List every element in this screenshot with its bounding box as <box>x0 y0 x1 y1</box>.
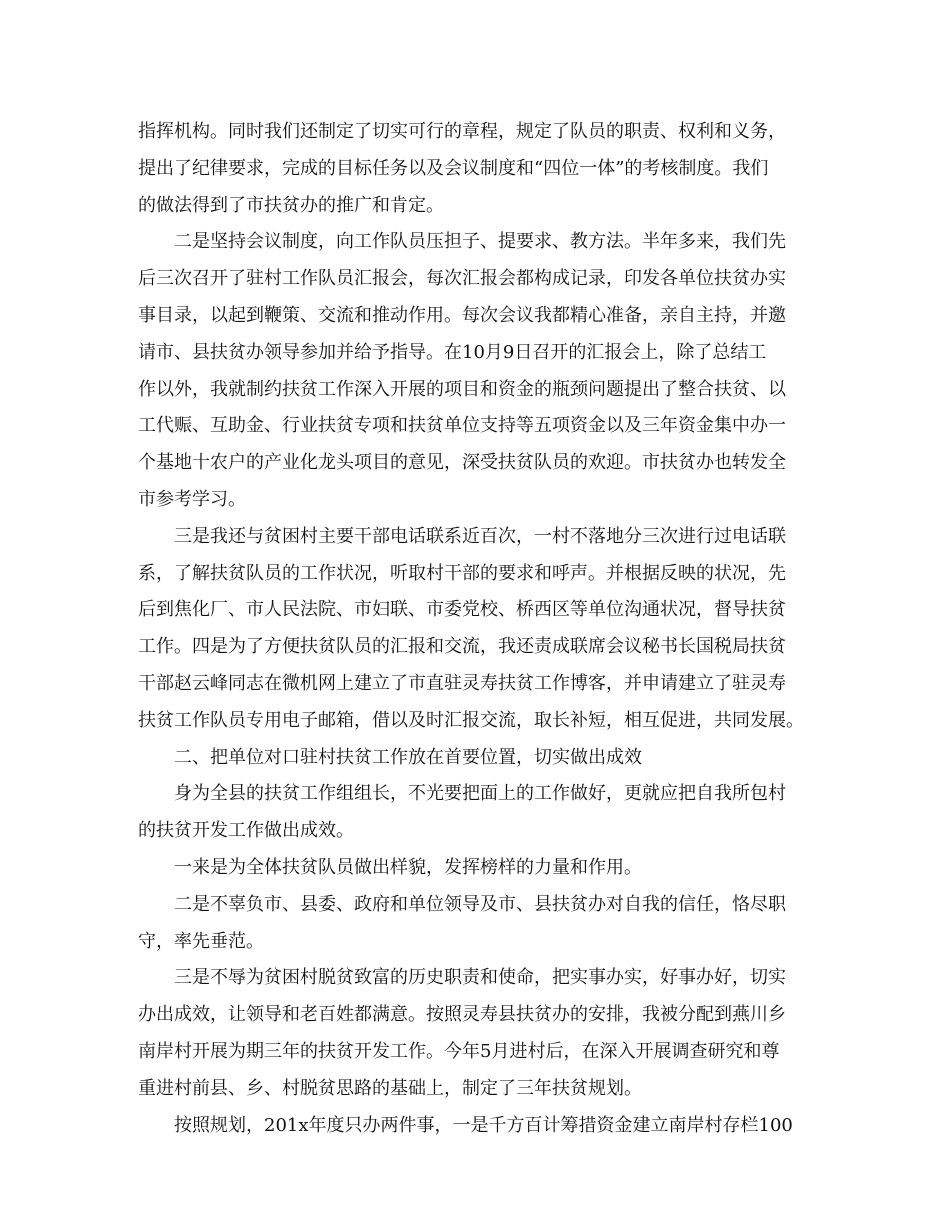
text-line: 的扶贫开发工作做出成效。 <box>138 820 354 842</box>
text-line: 工作。四是为了方便扶贫队员的汇报和交流，我还责成联席会议秘书长国税局扶贫 <box>138 636 786 658</box>
text-line: 事目录，以起到鞭策、交流和推动作用。每次会议我都精心准备，亲自主持，并邀 <box>138 304 786 326</box>
text-line: 南岸村开展为期三年的扶贫开发工作。今年5月进村后，在深入开展调查研究和尊 <box>138 1040 780 1062</box>
paragraph-start-line: 一来是为全体扶贫队员做出样貌，发挥榜样的力量和作用。 <box>174 856 642 878</box>
text-line: 干部赵云峰同志在微机网上建立了市直驻灵寿扶贫工作博客，并申请建立了驻灵寿 <box>138 672 786 694</box>
text-line: 守，率先垂范。 <box>138 930 264 952</box>
text-line: 的做法得到了市扶贫办的推广和肯定。 <box>138 194 444 216</box>
text-line: 后三次召开了驻村工作队员汇报会，每次汇报会都构成记录，印发各单位扶贫办实 <box>138 268 786 290</box>
text-line: 重进村前县、乡、村脱贫思路的基础上，制定了三年扶贫规划。 <box>138 1077 642 1099</box>
paragraph-start-line: 二是坚持会议制度，向工作队员压担子、提要求、教方法。半年多来，我们先 <box>174 231 786 253</box>
text-line: 请市、县扶贫办领导参加并给予指导。在10月9日召开的汇报会上，除了总结工 <box>138 341 767 363</box>
paragraph-start-line: 按照规划，201x年度只办两件事，一是千方百计筹措资金建立南岸村存栏100 <box>174 1114 793 1136</box>
paragraph-start-line: 三是不辱为贫困村脱贫致富的历史职责和使命，把实事办实，好事办好，切实 <box>174 967 786 989</box>
paragraph-start-line: 身为全县的扶贫工作组组长，不光要把面上的工作做好，更就应把自我所包村 <box>174 783 786 805</box>
text-line: 指挥机构。同时我们还制定了切实可行的章程，规定了队员的职责、权利和义务， <box>138 121 786 142</box>
text-line: 扶贫工作队员专用电子邮箱，借以及时汇报交流，取长补短，相互促进，共同发展。 <box>138 709 804 731</box>
paragraph-start-line: 三是我还与贫困村主要干部电话联系近百次，一村不落地分三次进行过电话联 <box>174 525 786 547</box>
document-body <box>138 114 818 1144</box>
text-line: 市参考学习。 <box>138 488 246 510</box>
text-line: 工代赈、互助金、行业扶贫专项和扶贫单位支持等五项资金以及三年资金集中办一 <box>138 415 786 437</box>
text-line: 提出了纪律要求，完成的目标任务以及会议制度和“四位一体”的考核制度。我们 <box>138 157 769 179</box>
text-line: 个基地十农户的产业化龙头项目的意见，深受扶贫队员的欢迎。市扶贫办也转发全 <box>138 452 786 474</box>
text-line: 后到焦化厂、市人民法院、市妇联、市委党校、桥西区等单位沟通状况，督导扶贫 <box>138 599 786 621</box>
text-line: 办出成效，让领导和老百姓都满意。按照灵寿县扶贫办的安排，我被分配到燕川乡 <box>138 1004 786 1026</box>
section-heading: 二、把单位对口驻村扶贫工作放在首要位置，切实做出成效 <box>174 746 642 768</box>
paragraph-start-line: 二是不辜负市、县委、政府和单位领导及市、县扶贫办对自我的信任，恪尽职 <box>174 893 786 915</box>
text-line: 系，了解扶贫队员的工作状况，听取村干部的要求和呼声。并根据反映的状况，先 <box>138 562 786 584</box>
text-line: 作以外，我就制约扶贫工作深入开展的项目和资金的瓶颈问题提出了整合扶贫、以 <box>138 378 786 400</box>
